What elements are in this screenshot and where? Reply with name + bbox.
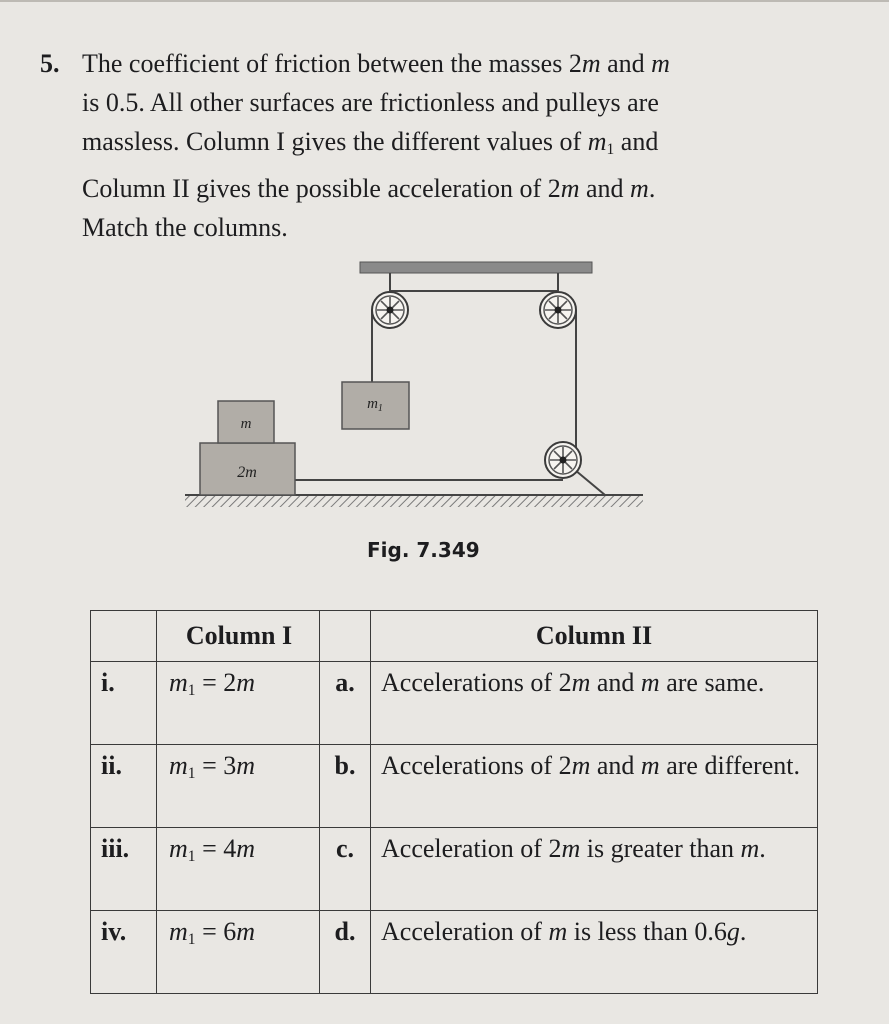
question-line: is 0.5. All other surfaces are frictionless and pulleys are (82, 88, 659, 117)
question-line: massless. Column I gives the different values of $m_1$ and (82, 127, 659, 158)
question-number: 5. (40, 49, 60, 78)
question-line: Match the columns. (82, 213, 288, 242)
pulley-top-right (540, 292, 576, 328)
row-letter: b. (320, 745, 371, 828)
question-block (40, 44, 830, 247)
block-2m-label: 2m (237, 464, 257, 481)
table-header-row (91, 611, 818, 662)
header-column-1: Column I (157, 611, 320, 662)
header-blank-2 (320, 611, 371, 662)
pulley-bottom-right (545, 442, 581, 478)
table-row (91, 828, 818, 911)
pulley-diagram (175, 255, 655, 525)
question-line: Column II gives the possible acceleration of 2m and m. (82, 174, 656, 203)
row-letter: d. (320, 911, 371, 994)
column-2-value: Accelerations of 2m and m are same. (371, 662, 818, 745)
math-variable: m (571, 668, 591, 697)
column-1-value: $m_1 = 2m$ (157, 662, 320, 745)
math-variable: m (581, 49, 601, 78)
table-row (91, 911, 818, 994)
block-m-label: m (240, 416, 252, 432)
row-roman-numeral: iv. (91, 911, 157, 994)
header-blank-1 (91, 611, 157, 662)
header-column-2: Column II (371, 611, 818, 662)
ceiling (360, 262, 592, 273)
row-letter: c. (320, 828, 371, 911)
column-1-value: $m_1 = 3m$ (157, 745, 320, 828)
page-top-rule (0, 0, 889, 2)
math-variable: m (740, 834, 760, 863)
math-variable: m (587, 127, 607, 156)
block-m1-label: $m_1$ (367, 396, 383, 414)
ground (185, 495, 643, 507)
column-1-value: $m_1 = 4m$ (157, 828, 320, 911)
table-row (91, 745, 818, 828)
row-roman-numeral: iii. (91, 828, 157, 911)
match-table (90, 610, 818, 994)
table-row (91, 662, 818, 745)
question-line: The coefficient of friction between the masses 2m and m (82, 49, 670, 78)
math-variable: m (571, 751, 591, 780)
row-letter: a. (320, 662, 371, 745)
math-variable: m (651, 49, 670, 78)
column-1-value: $m_1 = 6m$ (157, 911, 320, 994)
math-variable: m (640, 751, 660, 780)
math-variable: g (726, 917, 740, 946)
math-variable: m (640, 668, 660, 697)
math-variable: m (630, 174, 649, 203)
math-variable: m (548, 917, 568, 946)
column-2-value: Acceleration of m is less than 0.6g. (371, 911, 818, 994)
column-2-value: Acceleration of 2m is greater than m. (371, 828, 818, 911)
question-text (82, 44, 830, 247)
math-variable: m (560, 174, 580, 203)
pulley-top-left (372, 292, 408, 328)
column-2-value: Accelerations of 2m and m are different. (371, 745, 818, 828)
figure-caption: Fig. 7.349 (367, 538, 480, 562)
math-variable: m (561, 834, 581, 863)
row-roman-numeral: i. (91, 662, 157, 745)
math-subscript: 1 (606, 141, 615, 158)
row-roman-numeral: ii. (91, 745, 157, 828)
pulley-figure (175, 255, 655, 525)
